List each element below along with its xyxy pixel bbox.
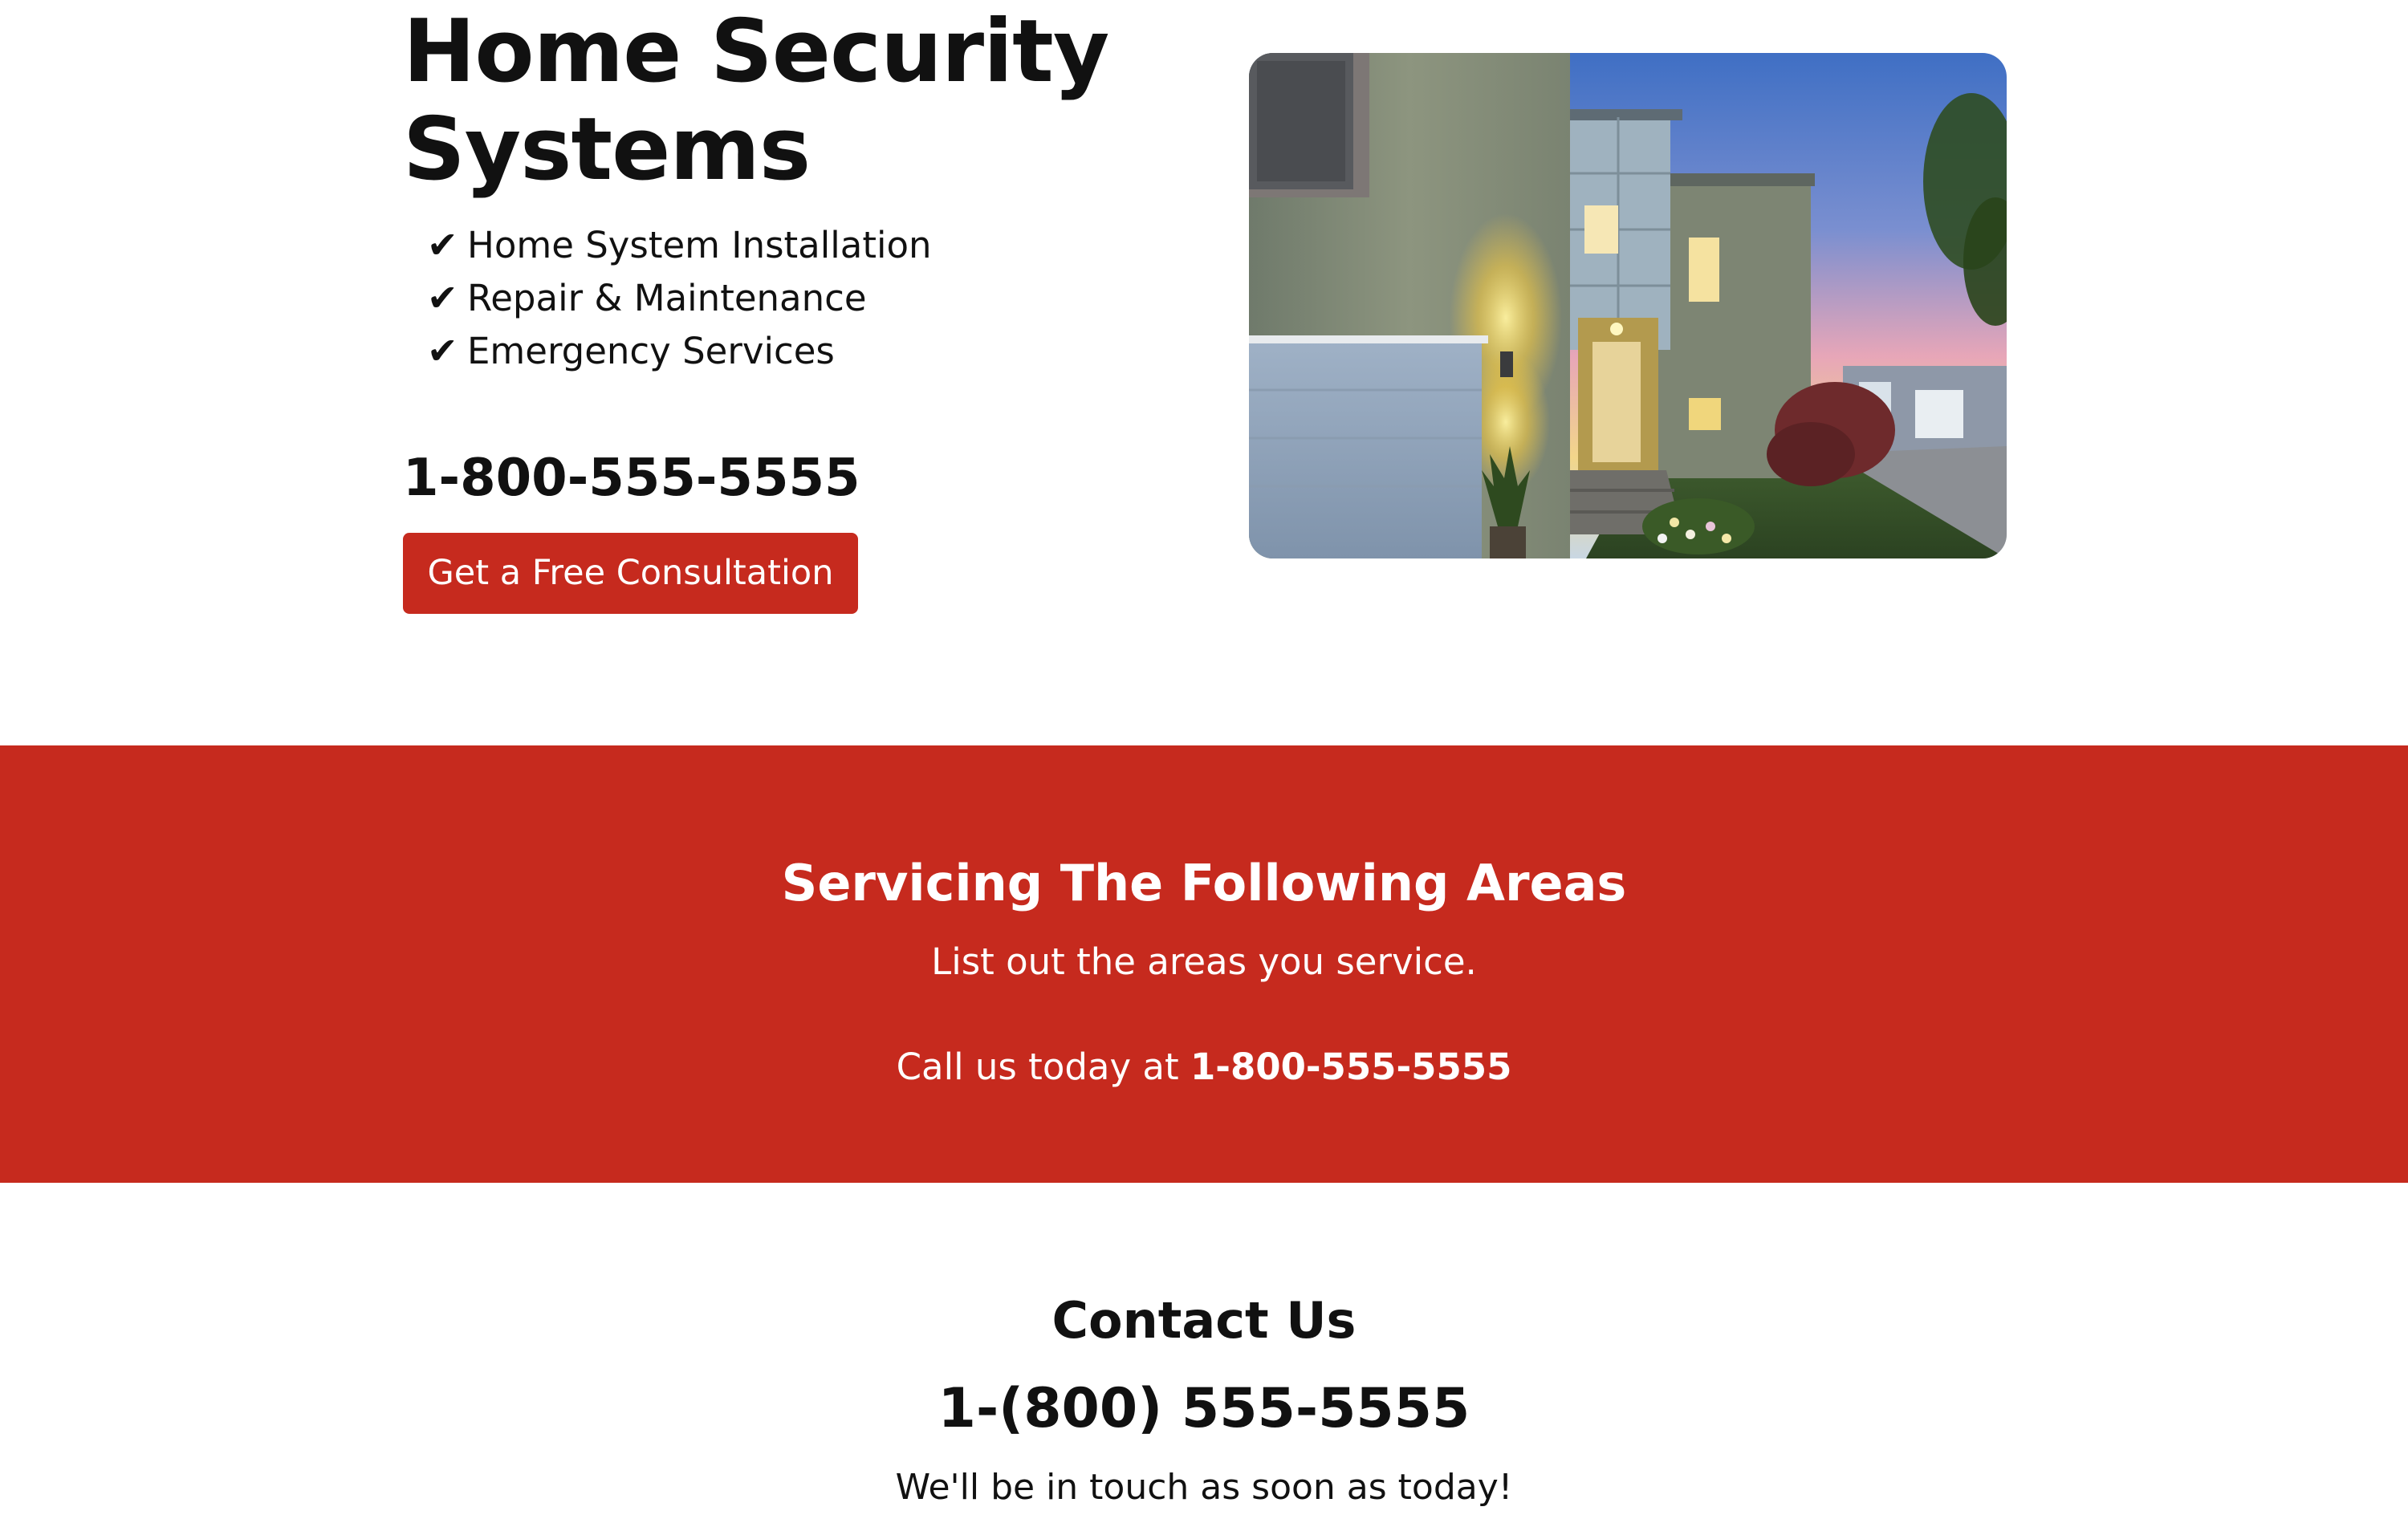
checkmark-icon: ✔	[427, 329, 458, 372]
modern-house-photo	[1249, 53, 2007, 558]
service-areas-section	[0, 745, 2408, 1183]
service-areas-description: List out the areas you service.	[931, 940, 1477, 983]
service-areas-title: Servicing The Following Areas	[781, 854, 1627, 912]
free-consultation-button[interactable]: Get a Free Consultation	[403, 533, 858, 614]
contact-section	[0, 1183, 2408, 1523]
page-title	[403, 3, 1125, 199]
contact-title: Contact Us	[1051, 1291, 1357, 1350]
contact-phone-number[interactable]: 1-(800) 555-5555	[938, 1377, 1470, 1440]
checkmark-icon: ✔	[427, 223, 458, 266]
service-item-installation	[427, 218, 932, 271]
page-title-line-2: Systems	[403, 100, 811, 200]
hero-section	[0, 0, 2408, 745]
checkmark-icon: ✔	[427, 276, 458, 319]
call-us-phone-link[interactable]: 1-800-555-5555	[1190, 1046, 1512, 1088]
hero-phone-number[interactable]: 1-800-555-5555	[403, 449, 860, 508]
service-item-repair	[427, 271, 932, 324]
contact-note: We'll be in touch as soon as today!	[895, 1467, 1513, 1508]
page-title-line-1: Home Security	[403, 2, 1109, 102]
service-item-emergency	[427, 324, 932, 377]
service-label: Emergency Services	[467, 329, 835, 372]
service-label: Home System Installation	[467, 223, 932, 266]
service-label: Repair & Maintenance	[467, 276, 867, 319]
call-us-prefix: Call us today at	[896, 1046, 1190, 1088]
call-us-line	[0, 1043, 2408, 1091]
service-list	[427, 218, 932, 377]
